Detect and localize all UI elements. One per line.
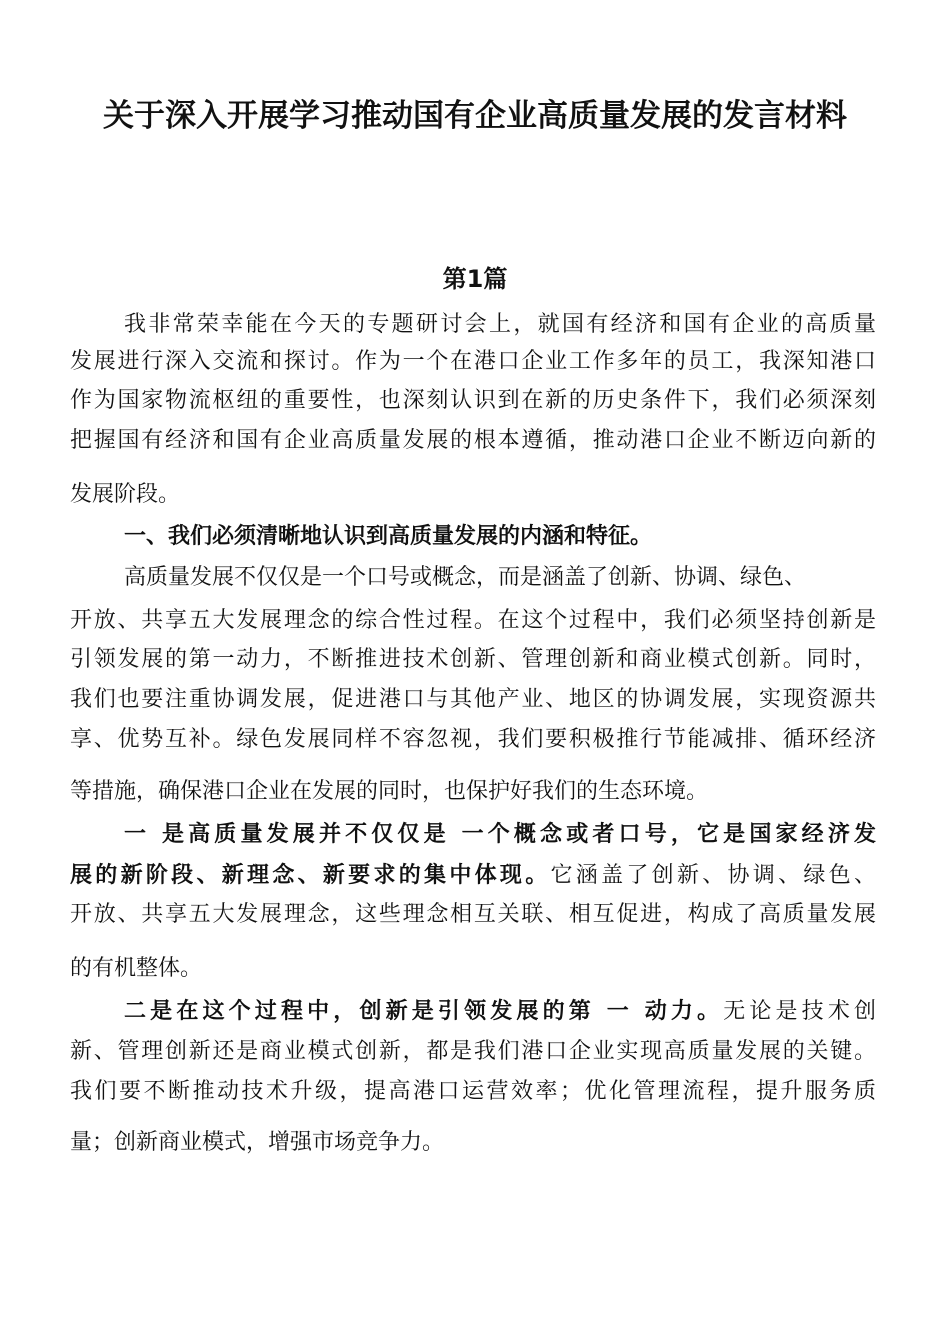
paragraph-4-normal-lead: 无论是技术创: [723, 999, 876, 1024]
paragraph-4-line-4: 量；创新商业模式，增强市场竞争力。: [70, 1130, 445, 1155]
paragraph-3-line-2: [70, 860, 876, 891]
document-title: 关于深入开展学习推动国有企业高质量发展的发言材料: [103, 98, 847, 134]
paragraph-2-line-2: 开放、共享五大发展理念的综合性过程。在这个过程中，我们必须坚持创新是: [70, 608, 876, 633]
heading-1: 一、我们必须清晰地认识到高质量发展的内涵和特征。: [124, 524, 653, 549]
paragraph-2-line-1: 高质量发展不仅仅是一个口号或概念，而是涵盖了创新、协调、绿色、: [124, 565, 807, 590]
paragraph-1-line-4: 把握国有经济和国有企业高质量发展的根本遵循，推动港口企业不断迈向新的: [70, 428, 876, 453]
paragraph-2-line-3: 引领发展的第一动力，不断推进技术创新、管理创新和商业模式创新。同时，: [70, 647, 876, 672]
paragraph-3-normal-ending: 它涵盖了创新、协调、绿色、: [550, 863, 876, 888]
paragraph-3-line-3: 开放、共享五大发展理念，这些理念相互关联、相互促进，构成了高质量发展: [70, 902, 876, 927]
paragraph-4-line-1: [124, 996, 876, 1027]
paragraph-1-line-5: 发展阶段。: [70, 482, 181, 507]
paragraph-1-line-2: 发展进行深入交流和探讨。作为一个在港口企业工作多年的员工，我深知港口: [70, 349, 876, 374]
paragraph-2-line-6: 等措施，确保港口企业在发展的同时，也保护好我们的生态环境。: [70, 779, 709, 804]
paragraph-4-line-2: 新、管理创新还是商业模式创新，都是我们港口企业实现高质量发展的关键。: [70, 1039, 876, 1064]
paragraph-4-line-3: 我们要不断推动技术升级，提高港口运营效率；优化管理流程，提升服务质: [70, 1079, 876, 1104]
paragraph-4-bold-lead: 二是在这个过程中，创新是引领发展的第 一 动力。: [124, 998, 724, 1024]
paragraph-2-line-4: 我们也要注重协调发展，促进港口与其他产业、地区的协调发展，实现资源共: [70, 687, 876, 712]
paragraph-3-bold-ending: 展的新阶段、新理念、新要求的集中体现。: [70, 862, 551, 888]
paragraph-1-line-1: 我非常荣幸能在今天的专题研讨会上，就国有经济和国有企业的高质量: [124, 312, 876, 337]
paragraph-1-line-3: 作为国家物流枢纽的重要性，也深刻认识到在新的历史条件下，我们必须深刻: [70, 388, 876, 413]
section-title: 第1篇: [442, 265, 508, 293]
paragraph-3-line-1-bold: 一 是高质量发展并不仅仅是 一个概念或者口号，它是国家经济发: [124, 821, 876, 847]
paragraph-3-line-4: 的有机整体。: [70, 956, 203, 981]
paragraph-2-line-5: 享、优势互补。绿色发展同样不容忽视，我们要积极推行节能减排、循环经济: [70, 727, 876, 752]
